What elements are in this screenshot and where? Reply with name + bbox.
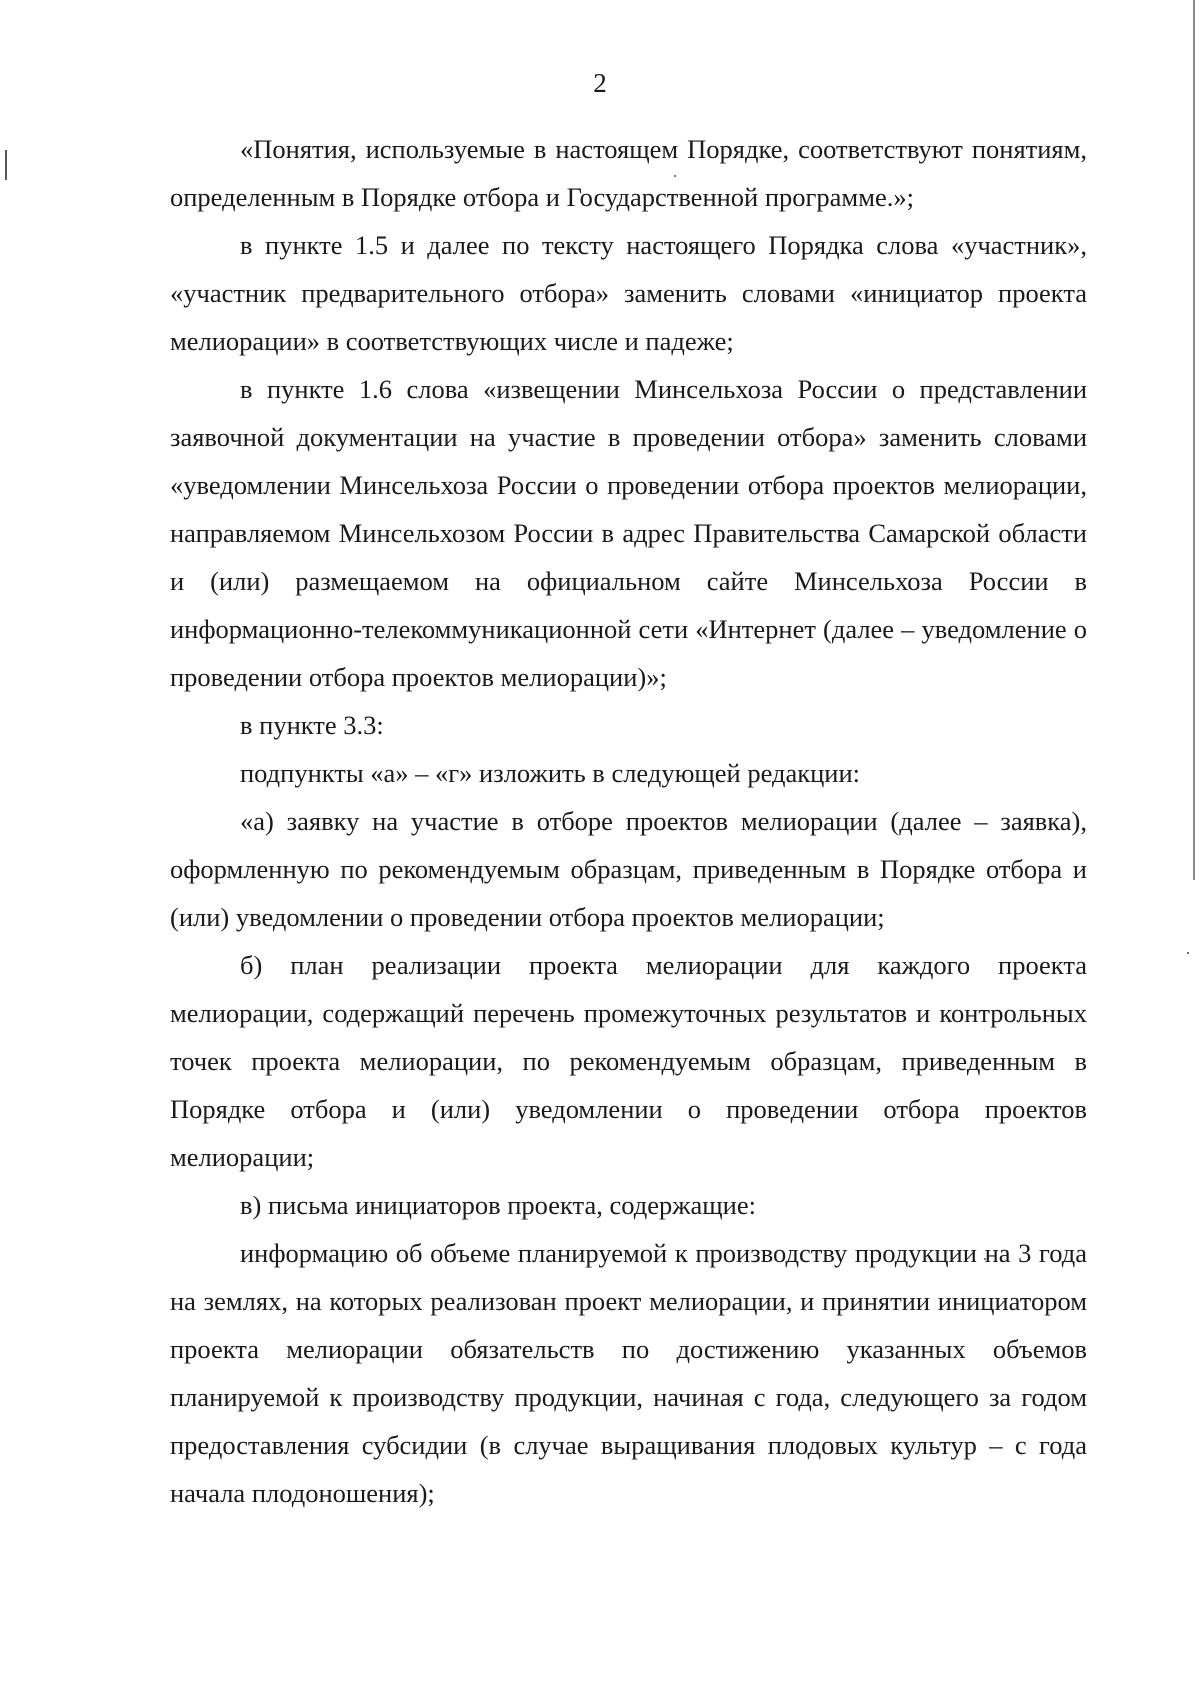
document-body bbox=[170, 125, 1087, 1517]
paragraph-production-info: информацию об объеме планируемой к производству продукции на 3 года на землях, на которых реализован проект мелиорации, и принятии инициатором проекта мелиорации обязательств по достижению указанных объемов планируемой к производству продукции, начиная с года, следующего за годом предоставления субсидии (в случае выращивания плодовых культур – с года начала плодоношения); bbox=[170, 1238, 1087, 1508]
paragraph-subitems-intro: подпункты «а» – «г» изложить в следующей редакции: bbox=[240, 758, 861, 788]
paragraph-item-3-3: в пункте 3.3: bbox=[240, 710, 384, 740]
scan-edge-mark-left bbox=[5, 150, 7, 180]
page-number: 2 bbox=[593, 68, 607, 98]
paragraph-subitem-b: б) план реализации проекта мелиорации для каждого проекта мелиорации, содержащий перечень промежуточных результатов и контрольных точек проекта мелиорации, по рекомендуемым образцам, приведенным в Порядке отбора и (или) уведомлении о проведении отбора проектов мелиорации; bbox=[170, 950, 1087, 1172]
paragraph-item-1-5: в пункте 1.5 и далее по тексту настоящего Порядка слова «участник», «участник предварительного отбора» заменить словами «инициатор проекта мелиорации» в соответствующих числе и падеже; bbox=[170, 230, 1087, 356]
paragraph-concepts: «Понятия, используемые в настоящем Порядке, соответствуют понятиям, определенным в Порядке отбора и Государственной программе.»; bbox=[170, 134, 1087, 212]
paragraph-item-1-6: в пункте 1.6 слова «извещении Минсельхоза России о представлении заявочной документации на участие в проведении отбора» заменить словами «уведомлении Минсельхоза России о проведении отбора проектов мелиорации, направляемом Минсельхозом России в адрес Правительства Самарской области и (или) размещаемом на официальном сайте Минсельхоза России в информационно-телекоммуникационной сети «Интернет (далее – уведомление о проведении отбора проектов мелиорации)»; bbox=[170, 374, 1087, 692]
paragraph-subitem-a: «а) заявку на участие в отборе проектов мелиорации (далее – заявка), оформленную по рекомендуемым образцам, приведенным в Порядке отбора и (или) уведомлении о проведении отбора проектов мелиорации; bbox=[170, 806, 1087, 932]
paragraph-subitem-v: в) письма инициаторов проекта, содержащие: bbox=[240, 1190, 756, 1220]
scan-edge-mark-right bbox=[1193, 0, 1195, 880]
scan-speck bbox=[1187, 952, 1189, 954]
